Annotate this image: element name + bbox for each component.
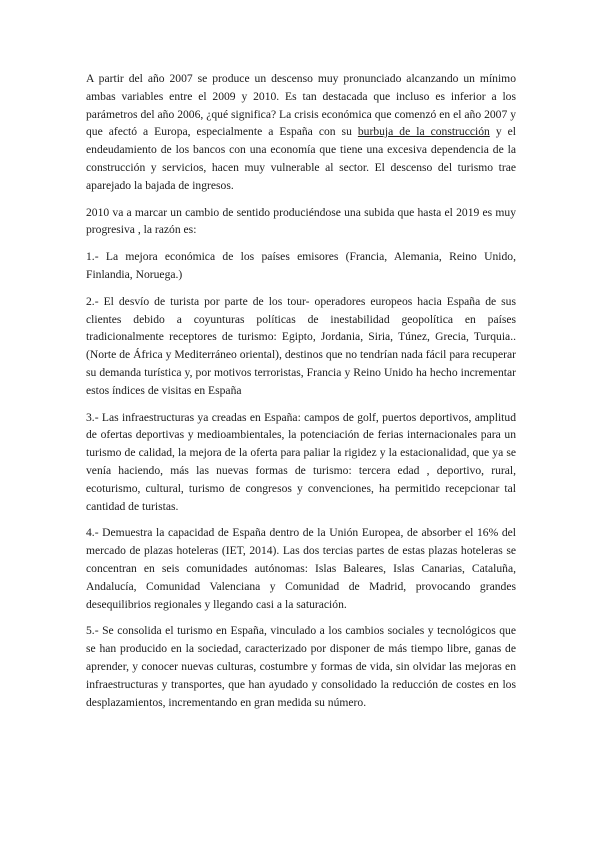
paragraph-intro: [86, 70, 516, 195]
list-item-3: 3.- Las infraestructuras ya creadas en España: campos de golf, puertos deportivos, amplitud de ofertas deportivas y medioambientales, la potenciación de ferias internacionales para un turismo de calidad, la mejora de la oferta para paliar la rigidez y la estacionalidad, que ya se venía haciendo, más las nuevas formas de turismo: tercera edad , deportivo, rural, ecoturismo, cultural, turismo de congresos y convenciones, ha permitido recepcionar tal cantidad de turistas.: [86, 410, 516, 513]
construction-bubble-link[interactable]: burbuja de la construcción: [357, 125, 490, 139]
list-item-1: 1.- La mejora económica de los países emisores (Francia, Alemania, Reino Unido, Finlandia, Noruega.): [86, 250, 516, 281]
list-item-4: 4.- Demuestra la capacidad de España dentro de la Unión Europea, de absorber el 16% del mercado de plazas hoteleras (IET, 2014). Las dos tercias partes de estas plazas hoteleras se concentran en seis comunidades autónomas: Islas Baleares, Islas Canarias, Cataluña, Andalucía, Comunidad Valenciana y Comunidad de Madrid, provocando grandes desequilibrios regionales y llegando casi a la saturación.: [86, 526, 516, 611]
paragraph-intro-text-after: y el endeudamiento de los bancos con una economía que tiene una excesiva dependencia de la construcción y servicios, hacen muy vulnerable al sector. El descenso del turismo trae aparejado la bajada de ingresos.: [86, 125, 516, 192]
list-item-2: 2.- El desvío de turista por parte de los tour- operadores europeos hacia España de sus clientes debido a coyunturas políticas de inestabilidad geopolítica en países tradicionalmente receptores de turismo: Egipto, Jordania, Siria, Túnez, Grecia, Turquia..(Norte de África y Mediterráneo oriental), destinos que no tendrían nada fácil para recuperar su demanda turística y, por motivos terroristas, Francia y Reino Unido ha hecho incrementar estos índices de visitas en España: [86, 294, 516, 397]
paragraph-2010-change: 2010 va a marcar un cambio de sentido produciéndose una subida que hasta el 2019 es muy progresiva , la razón es:: [86, 205, 516, 237]
list-item-5: 5.- Se consolida el turismo en España, vinculado a los cambios sociales y tecnológicos que se han producido en la sociedad, caracterizado por disponer de más tiempo libre, ganas de aprender, y conocer nuevas culturas, costumbre y formas de vida, sin olvidar las mejoras en infraestructuras y transportes, que han ayudado y consolidado la reducción de costes en los desplazamientos, incrementando en gran medida su número.: [86, 624, 516, 709]
paragraph-intro-text-before: A partir del año 2007 se produce un descenso muy pronunciado alcanzando un mínimo ambas variables entre el 2009 y 2010. Es tan destacada que incluso es inferior a los parámetros del año 2006, ¿qué significa? La crisis económica que comenzó en el año 2007 y que afectó a Europa, especialmente a España con su: [86, 72, 516, 139]
document-page: [86, 70, 516, 720]
